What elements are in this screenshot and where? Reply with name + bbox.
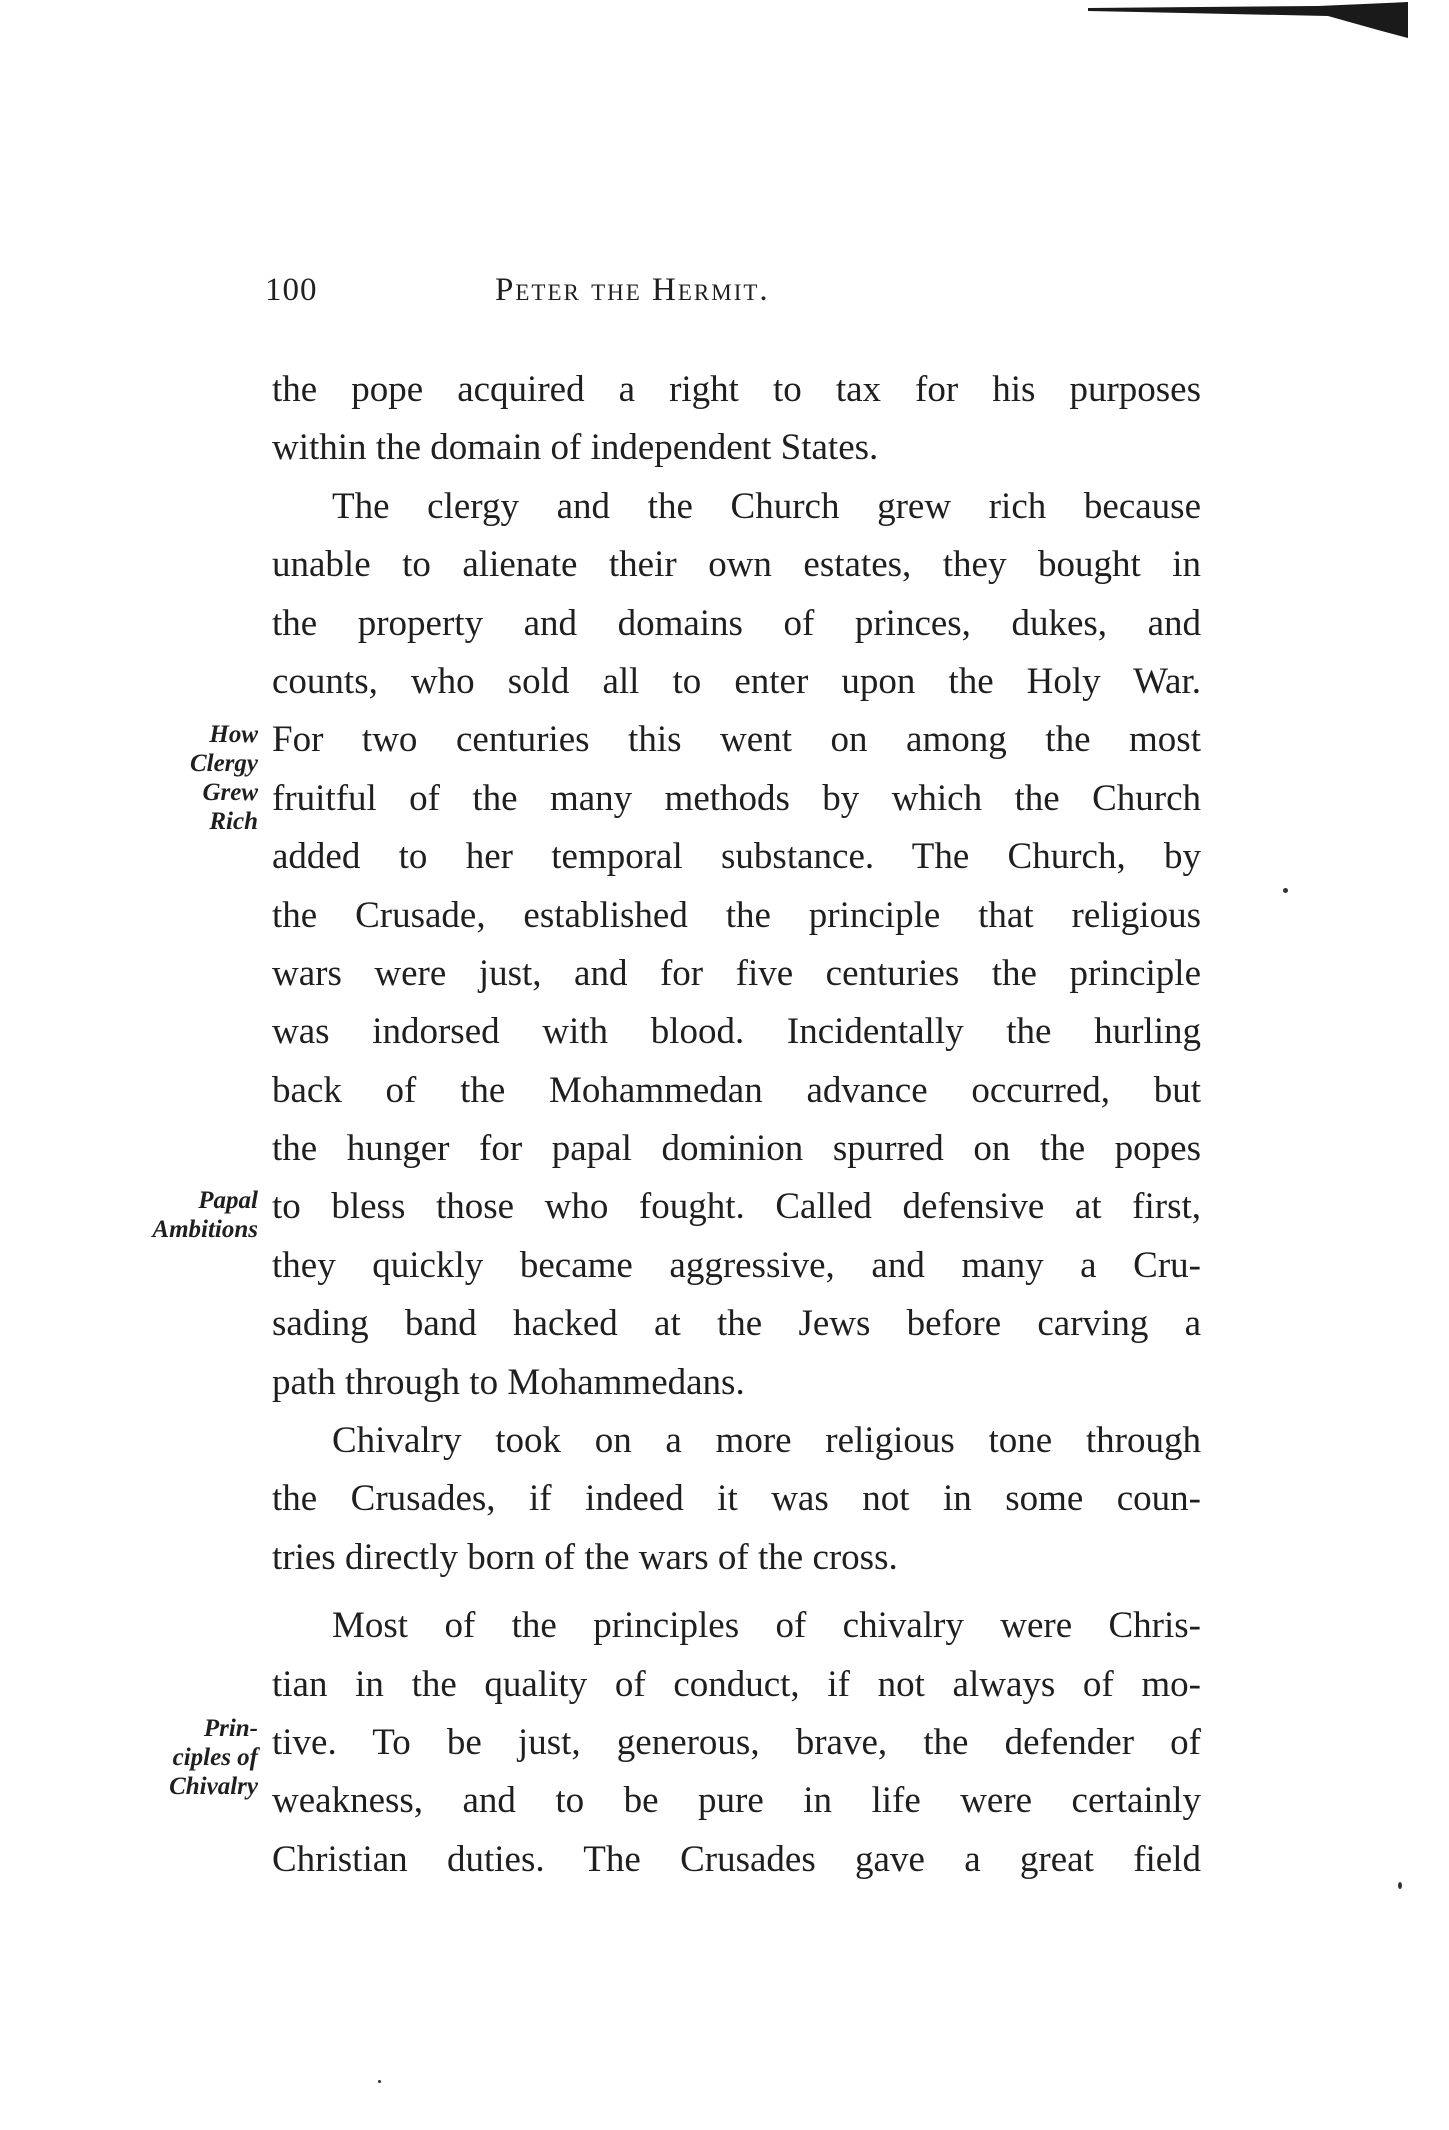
text-line: tian in the quality of conduct, if not always of mo- <box>272 1663 1201 1705</box>
text-line: within the domain of independent States. <box>272 427 879 469</box>
body-text <box>272 361 1201 1889</box>
sidenote-line: Papal <box>198 1187 258 1214</box>
text-line: was indorsed with blood. Incidentally the hurling <box>272 1011 1201 1053</box>
sidenote-line: Clergy <box>189 750 258 777</box>
ink-speck <box>1283 888 1288 893</box>
ink-speck <box>1398 1882 1402 1889</box>
text-line: the pope acquired a right to tax for his purposes <box>272 369 1201 410</box>
text-line: Christian duties. The Crusades gave a great field <box>272 1838 1201 1880</box>
text-line: path through to Mohammedans. <box>272 1361 745 1403</box>
text-line: added to her temporal substance. The Church, by <box>272 836 1201 878</box>
page-number: 100 <box>265 272 318 308</box>
page-edge-mark <box>1088 0 1408 40</box>
text-line: unable to alienate their own estates, they bought in <box>272 544 1201 586</box>
sidenote-line: Ambitions <box>152 1216 258 1243</box>
running-head <box>265 272 945 322</box>
text-line: tries directly born of the wars of the cross. <box>272 1536 898 1578</box>
text-line: the hunger for papal dominion spurred on the popes <box>272 1128 1201 1170</box>
text-line: Most of the principles of chivalry were Chris- <box>332 1605 1201 1647</box>
text-line: back of the Mohammedan advance occurred, but <box>272 1069 1201 1111</box>
text-line: sading band hacked at the Jews before carving a <box>272 1303 1201 1345</box>
text-line: For two centuries this went on among the most <box>272 719 1201 761</box>
sidenote-how-clergy-grew-rich <box>108 720 258 836</box>
page-title: Peter the Hermit. <box>495 272 770 308</box>
text-line: The clergy and the Church grew rich because <box>332 485 1201 527</box>
text-line: to bless those who fought. Called defensive at first, <box>272 1186 1201 1228</box>
sidenote-line: Rich <box>209 808 258 835</box>
text-line: Chivalry took on a more religious tone through <box>332 1420 1201 1462</box>
text-line: they quickly became aggressive, and many a Cru- <box>272 1244 1201 1286</box>
sidenote-principles-of-chivalry <box>108 1714 258 1801</box>
sidenote-papal-ambitions <box>108 1186 258 1244</box>
text-line: the Crusade, established the principle that religious <box>272 894 1201 936</box>
sidenote-line: How <box>209 721 258 748</box>
text-line: the property and domains of princes, dukes, and <box>272 602 1201 644</box>
text-line: the Crusades, if indeed it was not in some coun- <box>272 1478 1201 1520</box>
sidenote-line: Chivalry <box>169 1773 258 1800</box>
sidenote-line: Prin- <box>203 1715 258 1742</box>
sidenote-line: Grew <box>202 779 258 806</box>
text-line: counts, who sold all to enter upon the Holy War. <box>272 660 1201 702</box>
text-line: tive. To be just, generous, brave, the defender of <box>272 1721 1201 1763</box>
sidenote-line: ciples of <box>172 1744 258 1771</box>
text-line: wars were just, and for five centuries the principle <box>272 952 1201 994</box>
ink-speck <box>378 2080 381 2083</box>
text-line: fruitful of the many methods by which the Church <box>272 777 1201 819</box>
text-line: weakness, and to be pure in life were certainly <box>272 1780 1201 1822</box>
